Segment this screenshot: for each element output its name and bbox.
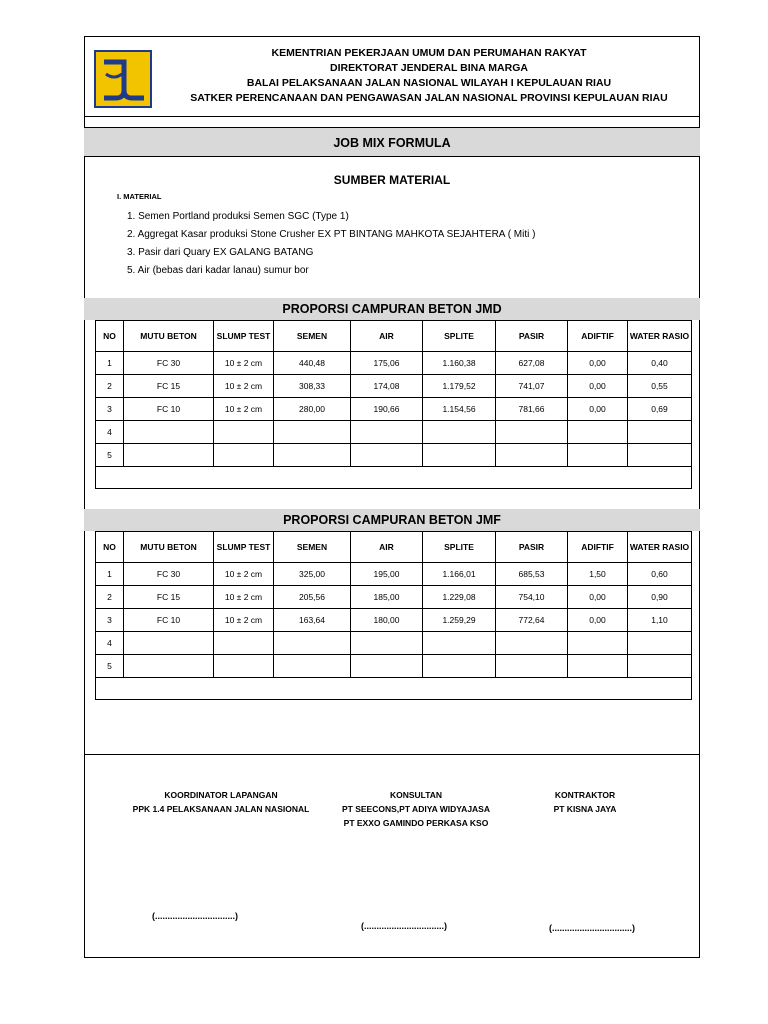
column-header: PASIR bbox=[496, 321, 568, 352]
table-cell: 0,00 bbox=[568, 352, 628, 375]
table-cell: 5 bbox=[96, 655, 124, 678]
header-line-balai: BALAI PELAKSANAAN JALAN NASIONAL WILAYAH I KEPULAUAN RIAU bbox=[246, 77, 612, 89]
signature-org: PT KISNA JAYA bbox=[553, 804, 617, 814]
column-header: SLUMP TEST bbox=[214, 321, 274, 352]
table-cell: 0,00 bbox=[568, 609, 628, 632]
table-footer-row bbox=[96, 467, 692, 489]
table-row bbox=[96, 444, 692, 467]
table-cell: FC 10 bbox=[124, 609, 214, 632]
table-cell bbox=[628, 632, 692, 655]
jmd-table bbox=[95, 320, 692, 489]
table-row bbox=[96, 563, 692, 586]
table-cell: 1 bbox=[96, 563, 124, 586]
table-footer-cell bbox=[96, 678, 692, 700]
table-cell bbox=[274, 421, 351, 444]
table-cell bbox=[568, 421, 628, 444]
table-cell: 195,00 bbox=[351, 563, 423, 586]
table-cell bbox=[124, 421, 214, 444]
table-cell: 741,07 bbox=[496, 375, 568, 398]
column-header: WATER RASIO bbox=[628, 532, 692, 563]
table-cell: 781,66 bbox=[496, 398, 568, 421]
signature-line-kontraktor: (................................) bbox=[549, 923, 636, 933]
table-cell: 1,50 bbox=[568, 563, 628, 586]
table-cell bbox=[214, 444, 274, 467]
table-header-row bbox=[96, 321, 692, 352]
material-list bbox=[127, 208, 535, 280]
table-cell: 1.166,01 bbox=[423, 563, 496, 586]
table-cell bbox=[351, 632, 423, 655]
jmf-table bbox=[95, 531, 692, 700]
column-header: MUTU BETON bbox=[124, 532, 214, 563]
signature-org: PT EXXO GAMINDO PERKASA KSO bbox=[343, 818, 489, 828]
table-cell: 0,00 bbox=[568, 586, 628, 609]
table-cell bbox=[628, 444, 692, 467]
table-row bbox=[96, 421, 692, 444]
signature-line-konsultan: (................................) bbox=[361, 921, 448, 931]
signature-kontraktor bbox=[530, 788, 640, 816]
column-header: SLUMP TEST bbox=[214, 532, 274, 563]
table-cell: 0,00 bbox=[568, 375, 628, 398]
signature-divider bbox=[84, 754, 700, 755]
table-cell bbox=[423, 444, 496, 467]
table-cell: 325,00 bbox=[274, 563, 351, 586]
table-cell bbox=[214, 421, 274, 444]
table-cell: FC 10 bbox=[124, 398, 214, 421]
jmf-section-title: PROPORSI CAMPURAN BETON JMF bbox=[84, 509, 700, 531]
signature-konsultan bbox=[326, 788, 506, 830]
signature-role: KONSULTAN bbox=[389, 790, 443, 800]
table-row bbox=[96, 609, 692, 632]
table-cell: FC 15 bbox=[124, 586, 214, 609]
letterhead bbox=[84, 36, 700, 114]
table-cell: 163,64 bbox=[274, 609, 351, 632]
column-header: PASIR bbox=[496, 532, 568, 563]
table-row bbox=[96, 375, 692, 398]
header-line-satker: SATKER PERENCANAAN DAN PENGAWASAN JALAN NASIONAL PROVINSI KEPULAUAN RIAU bbox=[190, 92, 668, 104]
signature-org: PPK 1.4 PELAKSANAAN JALAN NASIONAL bbox=[132, 804, 310, 814]
table-cell: 10 ± 2 cm bbox=[214, 375, 274, 398]
column-header: WATER RASIO bbox=[628, 321, 692, 352]
table-row bbox=[96, 398, 692, 421]
table-cell bbox=[423, 655, 496, 678]
material-item: 2. Aggregat Kasar produksi Stone Crusher EX PT BINTANG MAHKOTA SEJAHTERA ( Miti ) bbox=[127, 229, 536, 240]
table-cell: 280,00 bbox=[274, 398, 351, 421]
table-cell: 0,40 bbox=[628, 352, 692, 375]
table-cell bbox=[568, 444, 628, 467]
table-cell: 180,00 bbox=[351, 609, 423, 632]
table-cell: 174,08 bbox=[351, 375, 423, 398]
column-header: NO bbox=[96, 532, 124, 563]
letterhead-text bbox=[164, 46, 694, 106]
table-cell: 205,56 bbox=[274, 586, 351, 609]
material-item: 3. Pasir dari Quary EX GALANG BATANG bbox=[127, 247, 314, 258]
table-cell bbox=[496, 632, 568, 655]
table-cell: 3 bbox=[96, 398, 124, 421]
column-header: AIR bbox=[351, 532, 423, 563]
table-cell bbox=[496, 655, 568, 678]
table-cell: 754,10 bbox=[496, 586, 568, 609]
table-cell bbox=[124, 632, 214, 655]
jmd-section-title: PROPORSI CAMPURAN BETON JMD bbox=[84, 298, 700, 320]
table-header-row bbox=[96, 532, 692, 563]
table-cell bbox=[214, 632, 274, 655]
material-item: 5. Air (bebas dari kadar lanau) sumur bor bbox=[127, 265, 309, 276]
table-cell bbox=[496, 444, 568, 467]
table-cell bbox=[496, 421, 568, 444]
table-cell bbox=[628, 655, 692, 678]
table-cell: 1 bbox=[96, 352, 124, 375]
table-cell: 1.259,29 bbox=[423, 609, 496, 632]
column-header: ADIFTIF bbox=[568, 532, 628, 563]
table-cell: 772,64 bbox=[496, 609, 568, 632]
table-cell: 185,00 bbox=[351, 586, 423, 609]
table-cell: 1.160,38 bbox=[423, 352, 496, 375]
table-cell: 10 ± 2 cm bbox=[214, 609, 274, 632]
table-cell bbox=[568, 632, 628, 655]
table-cell bbox=[274, 444, 351, 467]
table-cell: 5 bbox=[96, 444, 124, 467]
table-cell: 1,10 bbox=[628, 609, 692, 632]
table-cell: 10 ± 2 cm bbox=[214, 563, 274, 586]
table-cell: 1.179,52 bbox=[423, 375, 496, 398]
material-item: 1. Semen Portland produksi Semen SGC (Type 1) bbox=[127, 211, 349, 222]
table-cell: 2 bbox=[96, 375, 124, 398]
table-cell: 4 bbox=[96, 421, 124, 444]
material-heading: I. MATERIAL bbox=[117, 192, 162, 201]
table-cell: 2 bbox=[96, 586, 124, 609]
table-row bbox=[96, 352, 692, 375]
signature-role: KOORDINATOR LAPANGAN bbox=[164, 790, 278, 800]
table-cell bbox=[351, 655, 423, 678]
table-cell bbox=[351, 421, 423, 444]
column-header: AIR bbox=[351, 321, 423, 352]
table-cell bbox=[568, 655, 628, 678]
table-cell: FC 30 bbox=[124, 563, 214, 586]
column-header: SPLITE bbox=[423, 321, 496, 352]
column-header: MUTU BETON bbox=[124, 321, 214, 352]
table-cell: 10 ± 2 cm bbox=[214, 398, 274, 421]
document-title: JOB MIX FORMULA bbox=[84, 127, 700, 157]
table-cell: 0,55 bbox=[628, 375, 692, 398]
table-cell: 0,00 bbox=[568, 398, 628, 421]
table-row bbox=[96, 586, 692, 609]
header-divider bbox=[84, 116, 700, 117]
table-cell bbox=[351, 444, 423, 467]
table-cell bbox=[628, 421, 692, 444]
table-cell: FC 15 bbox=[124, 375, 214, 398]
table-cell: FC 30 bbox=[124, 352, 214, 375]
table-cell: 175,06 bbox=[351, 352, 423, 375]
column-header: SPLITE bbox=[423, 532, 496, 563]
table-cell bbox=[124, 444, 214, 467]
signature-role: KONTRAKTOR bbox=[554, 790, 616, 800]
table-cell: 308,33 bbox=[274, 375, 351, 398]
column-header: NO bbox=[96, 321, 124, 352]
table-row bbox=[96, 655, 692, 678]
pu-logo-icon bbox=[94, 50, 152, 108]
table-cell: 440,48 bbox=[274, 352, 351, 375]
table-cell: 627,08 bbox=[496, 352, 568, 375]
table-cell bbox=[214, 655, 274, 678]
column-header: SEMEN bbox=[274, 532, 351, 563]
table-cell: 685,53 bbox=[496, 563, 568, 586]
signature-line-koordinator: (................................) bbox=[152, 911, 239, 921]
signature-org: PT SEECONS,PT ADIYA WIDYAJASA bbox=[342, 804, 490, 814]
table-cell: 10 ± 2 cm bbox=[214, 586, 274, 609]
column-header: ADIFTIF bbox=[568, 321, 628, 352]
table-footer-cell bbox=[96, 467, 692, 489]
table-cell: 0,69 bbox=[628, 398, 692, 421]
table-cell bbox=[274, 632, 351, 655]
table-row bbox=[96, 632, 692, 655]
table-cell bbox=[423, 632, 496, 655]
table-cell: 0,60 bbox=[628, 563, 692, 586]
header-line-directorate: DIREKTORAT JENDERAL BINA MARGA bbox=[330, 62, 528, 74]
table-cell: 10 ± 2 cm bbox=[214, 352, 274, 375]
table-cell: 0,90 bbox=[628, 586, 692, 609]
table-cell bbox=[274, 655, 351, 678]
column-header: SEMEN bbox=[274, 321, 351, 352]
table-cell bbox=[124, 655, 214, 678]
table-cell bbox=[423, 421, 496, 444]
sumber-material-title: SUMBER MATERIAL bbox=[333, 173, 451, 187]
table-cell: 1.229,08 bbox=[423, 586, 496, 609]
table-footer-row bbox=[96, 678, 692, 700]
signature-koordinator bbox=[126, 788, 316, 816]
table-cell: 1.154,56 bbox=[423, 398, 496, 421]
table-cell: 4 bbox=[96, 632, 124, 655]
table-cell: 190,66 bbox=[351, 398, 423, 421]
header-line-ministry: KEMENTRIAN PEKERJAAN UMUM DAN PERUMAHAN RAKYAT bbox=[271, 47, 587, 59]
table-cell: 3 bbox=[96, 609, 124, 632]
